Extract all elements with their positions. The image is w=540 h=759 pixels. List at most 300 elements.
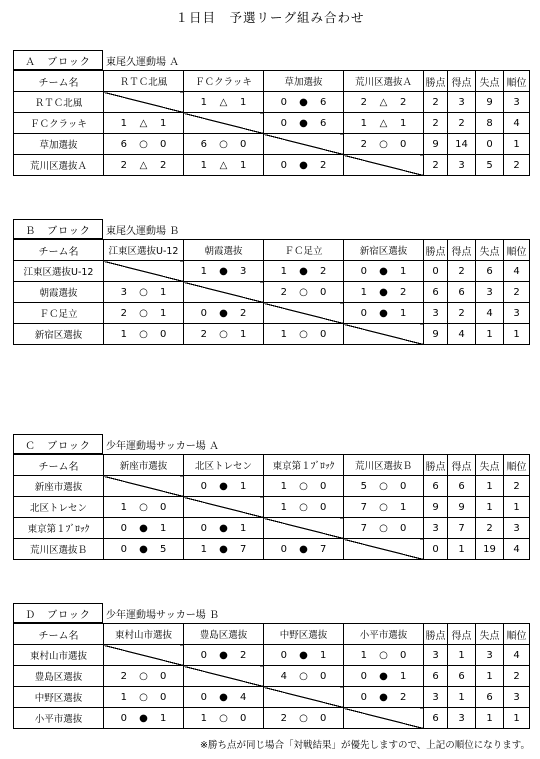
points-cell: 0 [424, 261, 448, 282]
rank-cell: 2 [504, 666, 530, 687]
goals-for-cell: 14 [448, 134, 476, 155]
score-own: 1 [120, 117, 128, 129]
footnote: ※勝ち点が同じ場合「対戦結果」が優先しますので、上記の順位になります。 [199, 740, 530, 751]
table-row [14, 261, 530, 282]
points-cell: 6 [424, 282, 448, 303]
goals-against-cell: 4 [476, 303, 504, 324]
points-cell: 2 [424, 92, 448, 113]
score-own: 7 [360, 501, 368, 513]
match-result [264, 92, 344, 113]
score-opponent: 1 [239, 522, 247, 534]
score-opponent: 2 [239, 649, 247, 661]
points-cell: 9 [424, 324, 448, 345]
score-own: 0 [360, 265, 368, 277]
table-row [14, 324, 530, 345]
score-own: 4 [280, 670, 288, 682]
score-own: 1 [360, 286, 368, 298]
score-own: 0 [360, 670, 368, 682]
points-header: 勝点 [424, 71, 448, 92]
score-opponent: 0 [319, 328, 327, 340]
rank-cell: 4 [504, 645, 530, 666]
score-opponent: 6 [319, 96, 327, 108]
match-result [344, 666, 424, 687]
team-column-header: チーム名 [14, 455, 104, 476]
result-mark: △ [219, 159, 228, 171]
score-opponent: 1 [159, 522, 167, 534]
goals-for-cell: 6 [448, 666, 476, 687]
block-label: Ａ ブロック [13, 50, 103, 70]
goals-for-cell: 2 [448, 261, 476, 282]
result-mark: ○ [299, 501, 308, 513]
self-match-cell [344, 324, 424, 345]
score-own: 1 [200, 543, 208, 555]
match-result [184, 708, 264, 729]
match-result [184, 134, 264, 155]
table-row [14, 666, 530, 687]
score-own: 2 [120, 670, 128, 682]
score-opponent: 4 [239, 691, 247, 703]
table-row [14, 539, 530, 560]
score-opponent: 3 [239, 265, 247, 277]
score-own: 0 [280, 159, 288, 171]
result-mark: ● [379, 307, 388, 319]
goals-against-cell: 6 [476, 687, 504, 708]
score-opponent: 1 [399, 501, 407, 513]
team-column-header: チーム名 [14, 624, 104, 645]
result-mark: ○ [379, 138, 388, 150]
page-title: １日目 予選リーグ組み合わせ [175, 10, 365, 25]
score-own: 3 [120, 286, 128, 298]
match-result [184, 518, 264, 539]
score-opponent: 2 [319, 265, 327, 277]
score-own: 1 [200, 265, 208, 277]
points-cell: 3 [424, 303, 448, 324]
result-mark: ● [139, 522, 148, 534]
match-result [344, 261, 424, 282]
match-result [344, 282, 424, 303]
goals-against-cell: 9 [476, 92, 504, 113]
table-row [14, 155, 530, 176]
score-opponent: 1 [159, 286, 167, 298]
match-result [344, 645, 424, 666]
score-own: 0 [280, 649, 288, 661]
score-opponent: 1 [399, 307, 407, 319]
score-opponent: 0 [319, 670, 327, 682]
match-result [344, 113, 424, 134]
opponent-column-header: 中野区選抜 [264, 624, 344, 645]
match-result [264, 155, 344, 176]
result-mark: ○ [299, 712, 308, 724]
goals-against-cell: 0 [476, 134, 504, 155]
score-opponent: 1 [399, 265, 407, 277]
result-mark: ● [299, 96, 308, 108]
score-own: 0 [120, 522, 128, 534]
goals-for-cell: 9 [448, 497, 476, 518]
score-opponent: 0 [159, 501, 167, 513]
match-result [184, 687, 264, 708]
goals-against-cell: 19 [476, 539, 504, 560]
result-mark: ● [379, 670, 388, 682]
goals-for-cell: 2 [448, 113, 476, 134]
score-own: 1 [120, 501, 128, 513]
score-own: 6 [200, 138, 208, 150]
score-own: 2 [120, 159, 128, 171]
score-opponent: 2 [399, 96, 407, 108]
points-cell: 6 [424, 476, 448, 497]
goals-for-header: 得点 [448, 455, 476, 476]
points-header: 勝点 [424, 455, 448, 476]
goals-against-cell: 1 [476, 708, 504, 729]
team-name: 小平市選抜 [14, 708, 104, 729]
goals-for-cell: 1 [448, 539, 476, 560]
result-mark: ○ [379, 522, 388, 534]
self-match-cell [104, 645, 184, 666]
rank-cell: 3 [504, 303, 530, 324]
goals-for-header: 得点 [448, 71, 476, 92]
table-row [14, 476, 530, 497]
match-result [184, 324, 264, 345]
rank-cell: 3 [504, 92, 530, 113]
score-own: 0 [120, 543, 128, 555]
score-own: 7 [360, 522, 368, 534]
standings-table [13, 70, 530, 176]
match-result [104, 687, 184, 708]
score-opponent: 0 [319, 712, 327, 724]
match-result [104, 518, 184, 539]
goals-for-cell: 3 [448, 92, 476, 113]
score-opponent: 0 [319, 286, 327, 298]
match-result [184, 92, 264, 113]
match-result [184, 645, 264, 666]
score-opponent: 5 [159, 543, 167, 555]
points-cell: 2 [424, 155, 448, 176]
result-mark: ● [299, 265, 308, 277]
opponent-column-header: 東村山市選抜 [104, 624, 184, 645]
result-mark: ○ [139, 501, 148, 513]
goals-for-header: 得点 [448, 624, 476, 645]
goals-against-header: 失点 [476, 240, 504, 261]
score-opponent: 1 [159, 117, 167, 129]
score-own: 0 [200, 480, 208, 492]
block-label: Ｄ ブロック [13, 603, 103, 623]
header-row [14, 240, 530, 261]
match-result [104, 282, 184, 303]
match-result [184, 539, 264, 560]
team-name: 東京第１ﾌﾞﾛｯｸ [14, 518, 104, 539]
score-opponent: 0 [159, 328, 167, 340]
table-row [14, 282, 530, 303]
team-name: 新座市選抜 [14, 476, 104, 497]
score-own: 0 [200, 522, 208, 534]
result-mark: ● [379, 265, 388, 277]
match-result [184, 476, 264, 497]
match-result [264, 282, 344, 303]
rank-header: 順位 [504, 624, 530, 645]
self-match-cell [184, 113, 264, 134]
score-opponent: 0 [399, 138, 407, 150]
result-mark: ● [219, 265, 228, 277]
score-opponent: 0 [159, 691, 167, 703]
points-cell: 3 [424, 518, 448, 539]
header-row [14, 455, 530, 476]
team-name: 江東区選抜U-12 [14, 261, 104, 282]
goals-against-cell: 1 [476, 666, 504, 687]
result-mark: ● [139, 543, 148, 555]
match-result [264, 539, 344, 560]
league-block [13, 50, 530, 176]
score-own: 1 [360, 649, 368, 661]
table-row [14, 92, 530, 113]
score-opponent: 2 [399, 286, 407, 298]
team-name: 草加選抜 [14, 134, 104, 155]
block-label: Ｃ ブロック [13, 434, 103, 454]
result-mark: ● [299, 117, 308, 129]
match-result [104, 155, 184, 176]
goals-for-cell: 4 [448, 324, 476, 345]
score-opponent: 1 [399, 117, 407, 129]
score-own: 0 [200, 307, 208, 319]
score-opponent: 1 [399, 670, 407, 682]
goals-for-cell: 3 [448, 708, 476, 729]
standings-table [13, 623, 530, 729]
table-row [14, 113, 530, 134]
result-mark: △ [219, 96, 228, 108]
score-opponent: 0 [239, 138, 247, 150]
score-opponent: 2 [319, 159, 327, 171]
rank-header: 順位 [504, 455, 530, 476]
result-mark: ○ [379, 649, 388, 661]
goals-against-cell: 1 [476, 497, 504, 518]
team-name: ＲＴＣ北風 [14, 92, 104, 113]
match-result [264, 708, 344, 729]
score-opponent: 6 [319, 117, 327, 129]
opponent-column-header: 荒川区選抜Ａ [344, 71, 424, 92]
score-own: 1 [280, 328, 288, 340]
score-opponent: 0 [319, 480, 327, 492]
points-cell: 2 [424, 113, 448, 134]
result-mark: ○ [139, 286, 148, 298]
goals-against-cell: 3 [476, 645, 504, 666]
score-own: 1 [200, 96, 208, 108]
result-mark: ● [299, 649, 308, 661]
result-mark: ○ [219, 138, 228, 150]
goals-for-cell: 7 [448, 518, 476, 539]
opponent-column-header: 北区トレセン [184, 455, 264, 476]
self-match-cell [184, 497, 264, 518]
points-cell: 3 [424, 687, 448, 708]
match-result [264, 476, 344, 497]
match-result [104, 708, 184, 729]
score-own: 2 [120, 307, 128, 319]
opponent-column-header: 小平市選抜 [344, 624, 424, 645]
block-header [13, 219, 530, 239]
match-result [264, 666, 344, 687]
match-result [344, 687, 424, 708]
opponent-column-header: 荒川区選抜Ｂ [344, 455, 424, 476]
result-mark: ○ [299, 328, 308, 340]
match-result [104, 134, 184, 155]
result-mark: ● [219, 543, 228, 555]
result-mark: ● [139, 712, 148, 724]
goals-against-header: 失点 [476, 71, 504, 92]
score-own: 2 [360, 96, 368, 108]
team-name: 中野区選抜 [14, 687, 104, 708]
score-own: 6 [120, 138, 128, 150]
match-result [264, 324, 344, 345]
goals-for-cell: 1 [448, 687, 476, 708]
goals-for-cell: 6 [448, 282, 476, 303]
score-opponent: 7 [319, 543, 327, 555]
score-opponent: 2 [399, 691, 407, 703]
self-match-cell [344, 155, 424, 176]
score-opponent: 0 [159, 138, 167, 150]
table-row [14, 645, 530, 666]
self-match-cell [184, 666, 264, 687]
rank-cell: 1 [504, 324, 530, 345]
points-cell: 0 [424, 539, 448, 560]
result-mark: ● [299, 543, 308, 555]
score-opponent: 1 [239, 328, 247, 340]
goals-against-cell: 1 [476, 324, 504, 345]
self-match-cell [104, 92, 184, 113]
rank-cell: 3 [504, 518, 530, 539]
score-opponent: 0 [319, 501, 327, 513]
points-header: 勝点 [424, 240, 448, 261]
header-row [14, 71, 530, 92]
rank-cell: 1 [504, 497, 530, 518]
goals-against-cell: 1 [476, 476, 504, 497]
block-venue: 東尾久運動場 Ｂ [106, 225, 180, 237]
self-match-cell [344, 708, 424, 729]
header-row [14, 624, 530, 645]
score-opponent: 0 [399, 649, 407, 661]
match-result [344, 518, 424, 539]
score-opponent: 0 [399, 480, 407, 492]
standings-table [13, 454, 530, 560]
score-own: 1 [120, 328, 128, 340]
score-own: 0 [120, 712, 128, 724]
block-label: Ｂ ブロック [13, 219, 103, 239]
score-opponent: 1 [239, 96, 247, 108]
result-mark: ○ [139, 138, 148, 150]
team-name: 豊島区選抜 [14, 666, 104, 687]
goals-against-cell: 3 [476, 282, 504, 303]
score-opponent: 1 [159, 712, 167, 724]
result-mark: △ [139, 117, 148, 129]
result-mark: ● [219, 307, 228, 319]
match-result [344, 497, 424, 518]
points-cell: 3 [424, 645, 448, 666]
match-result [264, 113, 344, 134]
league-block [13, 219, 530, 345]
self-match-cell [104, 476, 184, 497]
block-header [13, 50, 530, 70]
goals-against-cell: 2 [476, 518, 504, 539]
score-opponent: 1 [319, 649, 327, 661]
goals-against-cell: 5 [476, 155, 504, 176]
match-result [344, 134, 424, 155]
team-name: ＦＣ足立 [14, 303, 104, 324]
team-column-header: チーム名 [14, 240, 104, 261]
result-mark: ○ [139, 691, 148, 703]
result-mark: ○ [219, 712, 228, 724]
match-result [344, 476, 424, 497]
score-opponent: 2 [159, 159, 167, 171]
match-result [264, 261, 344, 282]
result-mark: ○ [219, 328, 228, 340]
score-own: 1 [280, 501, 288, 513]
score-opponent: 1 [239, 159, 247, 171]
self-match-cell [264, 303, 344, 324]
score-opponent: 1 [239, 480, 247, 492]
rank-header: 順位 [504, 71, 530, 92]
opponent-column-header: 新座市選抜 [104, 455, 184, 476]
score-own: 0 [280, 117, 288, 129]
score-own: 0 [280, 543, 288, 555]
rank-cell: 3 [504, 687, 530, 708]
rank-cell: 2 [504, 282, 530, 303]
result-mark: ● [219, 649, 228, 661]
score-own: 0 [280, 96, 288, 108]
table-row [14, 687, 530, 708]
score-own: 2 [280, 286, 288, 298]
result-mark: ● [299, 159, 308, 171]
self-match-cell [264, 134, 344, 155]
team-column-header: チーム名 [14, 71, 104, 92]
match-result [104, 113, 184, 134]
score-own: 1 [120, 691, 128, 703]
goals-for-header: 得点 [448, 240, 476, 261]
team-name: ＦＣクラッキ [14, 113, 104, 134]
score-own: 2 [200, 328, 208, 340]
match-result [104, 539, 184, 560]
opponent-column-header: 草加選抜 [264, 71, 344, 92]
score-own: 5 [360, 480, 368, 492]
opponent-column-header: 東京第１ﾌﾞﾛｯｸ [264, 455, 344, 476]
match-result [344, 303, 424, 324]
standings-table [13, 239, 530, 345]
match-result [184, 155, 264, 176]
team-name: 朝霞選抜 [14, 282, 104, 303]
score-own: 1 [280, 480, 288, 492]
result-mark: ● [379, 286, 388, 298]
table-row [14, 708, 530, 729]
self-match-cell [104, 261, 184, 282]
team-name: 東村山市選抜 [14, 645, 104, 666]
score-own: 2 [280, 712, 288, 724]
rank-cell: 1 [504, 708, 530, 729]
score-own: 0 [200, 649, 208, 661]
result-mark: ○ [299, 670, 308, 682]
opponent-column-header: ＦＣ足立 [264, 240, 344, 261]
result-mark: ○ [299, 286, 308, 298]
match-result [104, 666, 184, 687]
table-row [14, 497, 530, 518]
table-row [14, 134, 530, 155]
match-result [344, 92, 424, 113]
self-match-cell [264, 518, 344, 539]
score-opponent: 0 [159, 670, 167, 682]
team-name: 荒川区選抜Ｂ [14, 539, 104, 560]
team-name: 北区トレセン [14, 497, 104, 518]
self-match-cell [264, 687, 344, 708]
points-cell: 9 [424, 497, 448, 518]
score-opponent: 0 [239, 712, 247, 724]
rank-cell: 2 [504, 476, 530, 497]
score-own: 1 [360, 117, 368, 129]
points-cell: 9 [424, 134, 448, 155]
opponent-column-header: 江東区選抜U-12 [104, 240, 184, 261]
